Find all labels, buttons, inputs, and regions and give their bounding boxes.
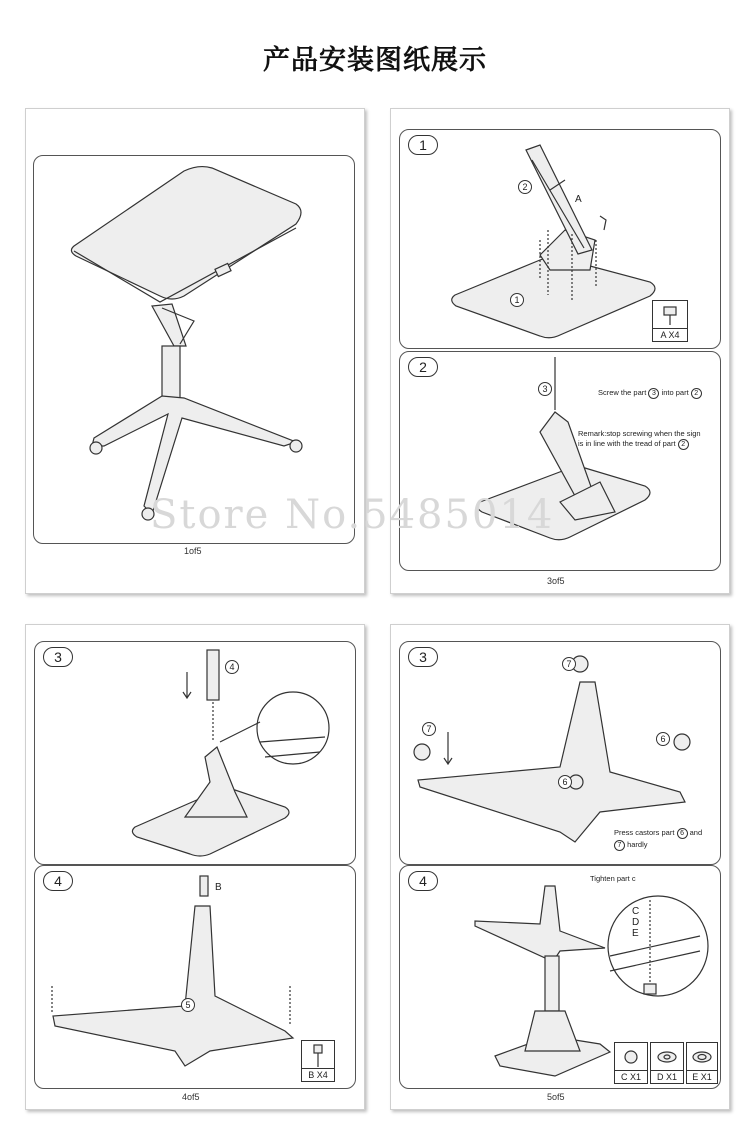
callout-7-left: 7 bbox=[422, 722, 436, 736]
callout-4: 4 bbox=[225, 660, 239, 674]
castor-step-panel bbox=[399, 641, 721, 865]
step-3-illustration bbox=[35, 642, 355, 864]
part-c-count: C X1 bbox=[615, 1070, 647, 1083]
sheet-steps-castors bbox=[390, 624, 730, 1110]
part-a-count: A X4 bbox=[653, 328, 687, 341]
screw-icon bbox=[653, 301, 687, 329]
page-title: 产品安装图纸展示 bbox=[263, 45, 487, 76]
store-watermark: Store No.5485014 bbox=[150, 492, 555, 538]
part-d-count: D X1 bbox=[651, 1070, 683, 1083]
step-number: 3 bbox=[408, 647, 438, 667]
remark-line-1: Remark:stop screwing when the sign bbox=[578, 429, 701, 438]
label-d: D bbox=[632, 917, 640, 928]
callout-7-top: 7 bbox=[562, 657, 576, 671]
part-e-count: E X1 bbox=[687, 1070, 717, 1083]
step-3-panel bbox=[34, 641, 356, 865]
ring-washer-icon bbox=[687, 1043, 717, 1071]
callout-6-right: 6 bbox=[656, 732, 670, 746]
washer-icon bbox=[651, 1043, 683, 1071]
callout-5: 5 bbox=[181, 998, 195, 1012]
remark-line-2: is in line with the tread of part 2 bbox=[578, 439, 689, 450]
nut-icon bbox=[615, 1043, 647, 1071]
bolt-icon bbox=[302, 1041, 334, 1069]
sheet-steps-3-4 bbox=[25, 624, 365, 1110]
step-2-panel bbox=[399, 351, 721, 571]
tighten-instruction: Tighten part c bbox=[590, 874, 636, 883]
callout-2: 2 bbox=[518, 180, 532, 194]
label-e: E bbox=[632, 928, 639, 939]
step-number: 4 bbox=[408, 871, 438, 891]
page-number: 3of5 bbox=[547, 576, 565, 586]
step-number: 4 bbox=[43, 871, 73, 891]
page-number: 5of5 bbox=[547, 1092, 565, 1102]
part-b-box bbox=[301, 1040, 335, 1082]
standing-desk-illustration bbox=[34, 156, 354, 543]
page-number: 4of5 bbox=[182, 1092, 200, 1102]
part-c-box bbox=[614, 1042, 648, 1084]
part-b-count: B X4 bbox=[302, 1068, 334, 1081]
part-e-box bbox=[686, 1042, 718, 1084]
callout-1: 1 bbox=[510, 293, 524, 307]
step-number: 2 bbox=[408, 357, 438, 377]
step-4-panel bbox=[34, 865, 356, 1089]
instruction-screw: Screw the part 3 into part 2 bbox=[598, 388, 702, 399]
overview-panel bbox=[33, 155, 355, 544]
step-1-panel bbox=[399, 129, 721, 349]
part-a-box bbox=[652, 300, 688, 342]
part-d-box bbox=[650, 1042, 684, 1084]
label-c: C bbox=[632, 906, 640, 917]
callout-6-center: 6 bbox=[558, 775, 572, 789]
step-number: 1 bbox=[408, 135, 438, 155]
press-instruction-1: Press castors part 6 and bbox=[614, 828, 703, 837]
page-number: 1of5 bbox=[184, 546, 202, 556]
tighten-step-panel bbox=[399, 865, 721, 1089]
callout-3: 3 bbox=[538, 382, 552, 396]
part-a-label: A bbox=[575, 194, 582, 205]
press-instruction-2: 7 hardly bbox=[614, 840, 648, 851]
part-b-label: B bbox=[215, 882, 222, 893]
step-number: 3 bbox=[43, 647, 73, 667]
